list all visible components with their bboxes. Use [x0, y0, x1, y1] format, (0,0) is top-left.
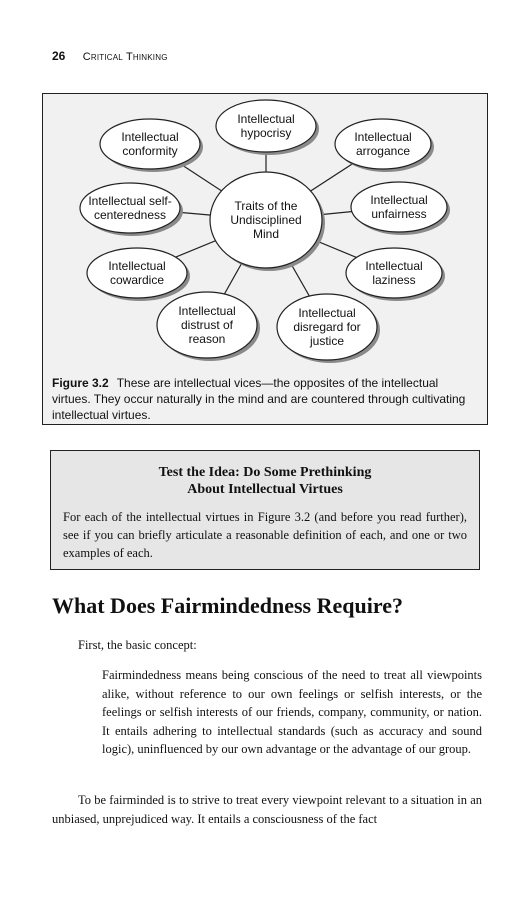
- vice-nodes: [80, 100, 450, 363]
- caption-text: These are intellectual vices—the opposites of the intellectual virtues. They occur naturally in the mind and are countered through cultivating intellectual virtues.: [52, 376, 466, 422]
- vice-label-unfairness-line: unfairness: [371, 207, 427, 221]
- vice-label-distrust-of-reason-line: distrust of: [180, 318, 234, 332]
- figure-box: [42, 93, 488, 425]
- vice-label-disregard-for-justice-line: disregard for: [293, 320, 361, 334]
- page-number: 26: [52, 49, 66, 63]
- running-head: [52, 49, 168, 63]
- body-paragraph: To be fairminded is to strive to treat every viewpoint relevant to a situation in an unbiased, unprejudiced way. It entails a consciousness of the fact: [52, 793, 482, 826]
- vice-label-disregard-for-justice-line: Intellectual: [298, 306, 356, 320]
- center-label-line: Traits of the: [234, 199, 298, 213]
- vice-label-arrogance-line: Intellectual: [354, 130, 412, 144]
- vice-label-laziness-line: laziness: [372, 273, 416, 287]
- test-box-body: For each of the intellectual virtues in Figure 3.2 (and before you read further), see if you can briefly articulate a reasonable definition of each, and one or two examples of each.: [63, 510, 467, 560]
- test-the-idea-box: [50, 450, 480, 570]
- center-label-line: Undisciplined: [230, 213, 302, 227]
- vice-label-unfairness-line: Intellectual: [370, 193, 428, 207]
- vice-label-laziness-line: Intellectual: [365, 259, 423, 273]
- vice-label-conformity-line: conformity: [122, 144, 178, 158]
- vice-label-cowardice-line: cowardice: [109, 273, 165, 287]
- definition-quote: Fairmindedness means being conscious of the need to treat all viewpoints alike, without reference to our own feelings or selfish interests, or the feelings or selfish interests of our friends, company, community, or nation. It entails adhering to intellectual standards (such as accuracy and sound logic), uninfluenced by our own advantage or the advantage of our group.: [102, 668, 482, 756]
- center-label-line: Mind: [252, 227, 280, 241]
- vice-label-hypocrisy-line: Intellectual: [237, 112, 295, 126]
- vice-node-disregard-for-justice: [277, 294, 380, 363]
- lead-sentence: First, the basic concept:: [78, 638, 197, 652]
- vice-node-unfairness: [351, 182, 450, 235]
- test-box-title: [51, 464, 479, 498]
- vices-diagram: [43, 94, 489, 374]
- vice-label-distrust-of-reason-line: Intellectual: [178, 304, 236, 318]
- vice-label-arrogance-line: arrogance: [355, 144, 411, 158]
- vice-node-distrust-of-reason: [157, 292, 260, 361]
- center-node: [210, 172, 325, 271]
- vice-node-arrogance: [335, 119, 434, 172]
- vice-label-hypocrisy-line: hypocrisy: [240, 126, 292, 140]
- test-box-title-line1: Test the Idea: Do Some Prethinking: [158, 465, 372, 480]
- running-title: Critical Thinking: [82, 51, 168, 63]
- vice-label-self-centeredness-line: centeredness: [93, 208, 167, 222]
- vice-node-conformity: [100, 119, 203, 172]
- vice-node-hypocrisy: [216, 100, 319, 155]
- vice-node-cowardice: [87, 248, 190, 301]
- test-box-title-line2: About Intellectual Virtues: [187, 482, 343, 497]
- vice-label-distrust-of-reason-line: reason: [188, 332, 226, 346]
- figure-caption: [52, 375, 480, 423]
- vice-label-disregard-for-justice-line: justice: [309, 334, 345, 348]
- figure-label: Figure 3.2: [52, 376, 109, 390]
- vice-label-conformity-line: Intellectual: [121, 130, 179, 144]
- vice-node-self-centeredness: [80, 183, 183, 236]
- section-heading: What Does Fairmindedness Require?: [52, 593, 403, 618]
- vice-label-cowardice-line: Intellectual: [108, 259, 166, 273]
- vice-label-self-centeredness-line: Intellectual self-: [88, 194, 172, 208]
- vice-node-laziness: [346, 248, 445, 301]
